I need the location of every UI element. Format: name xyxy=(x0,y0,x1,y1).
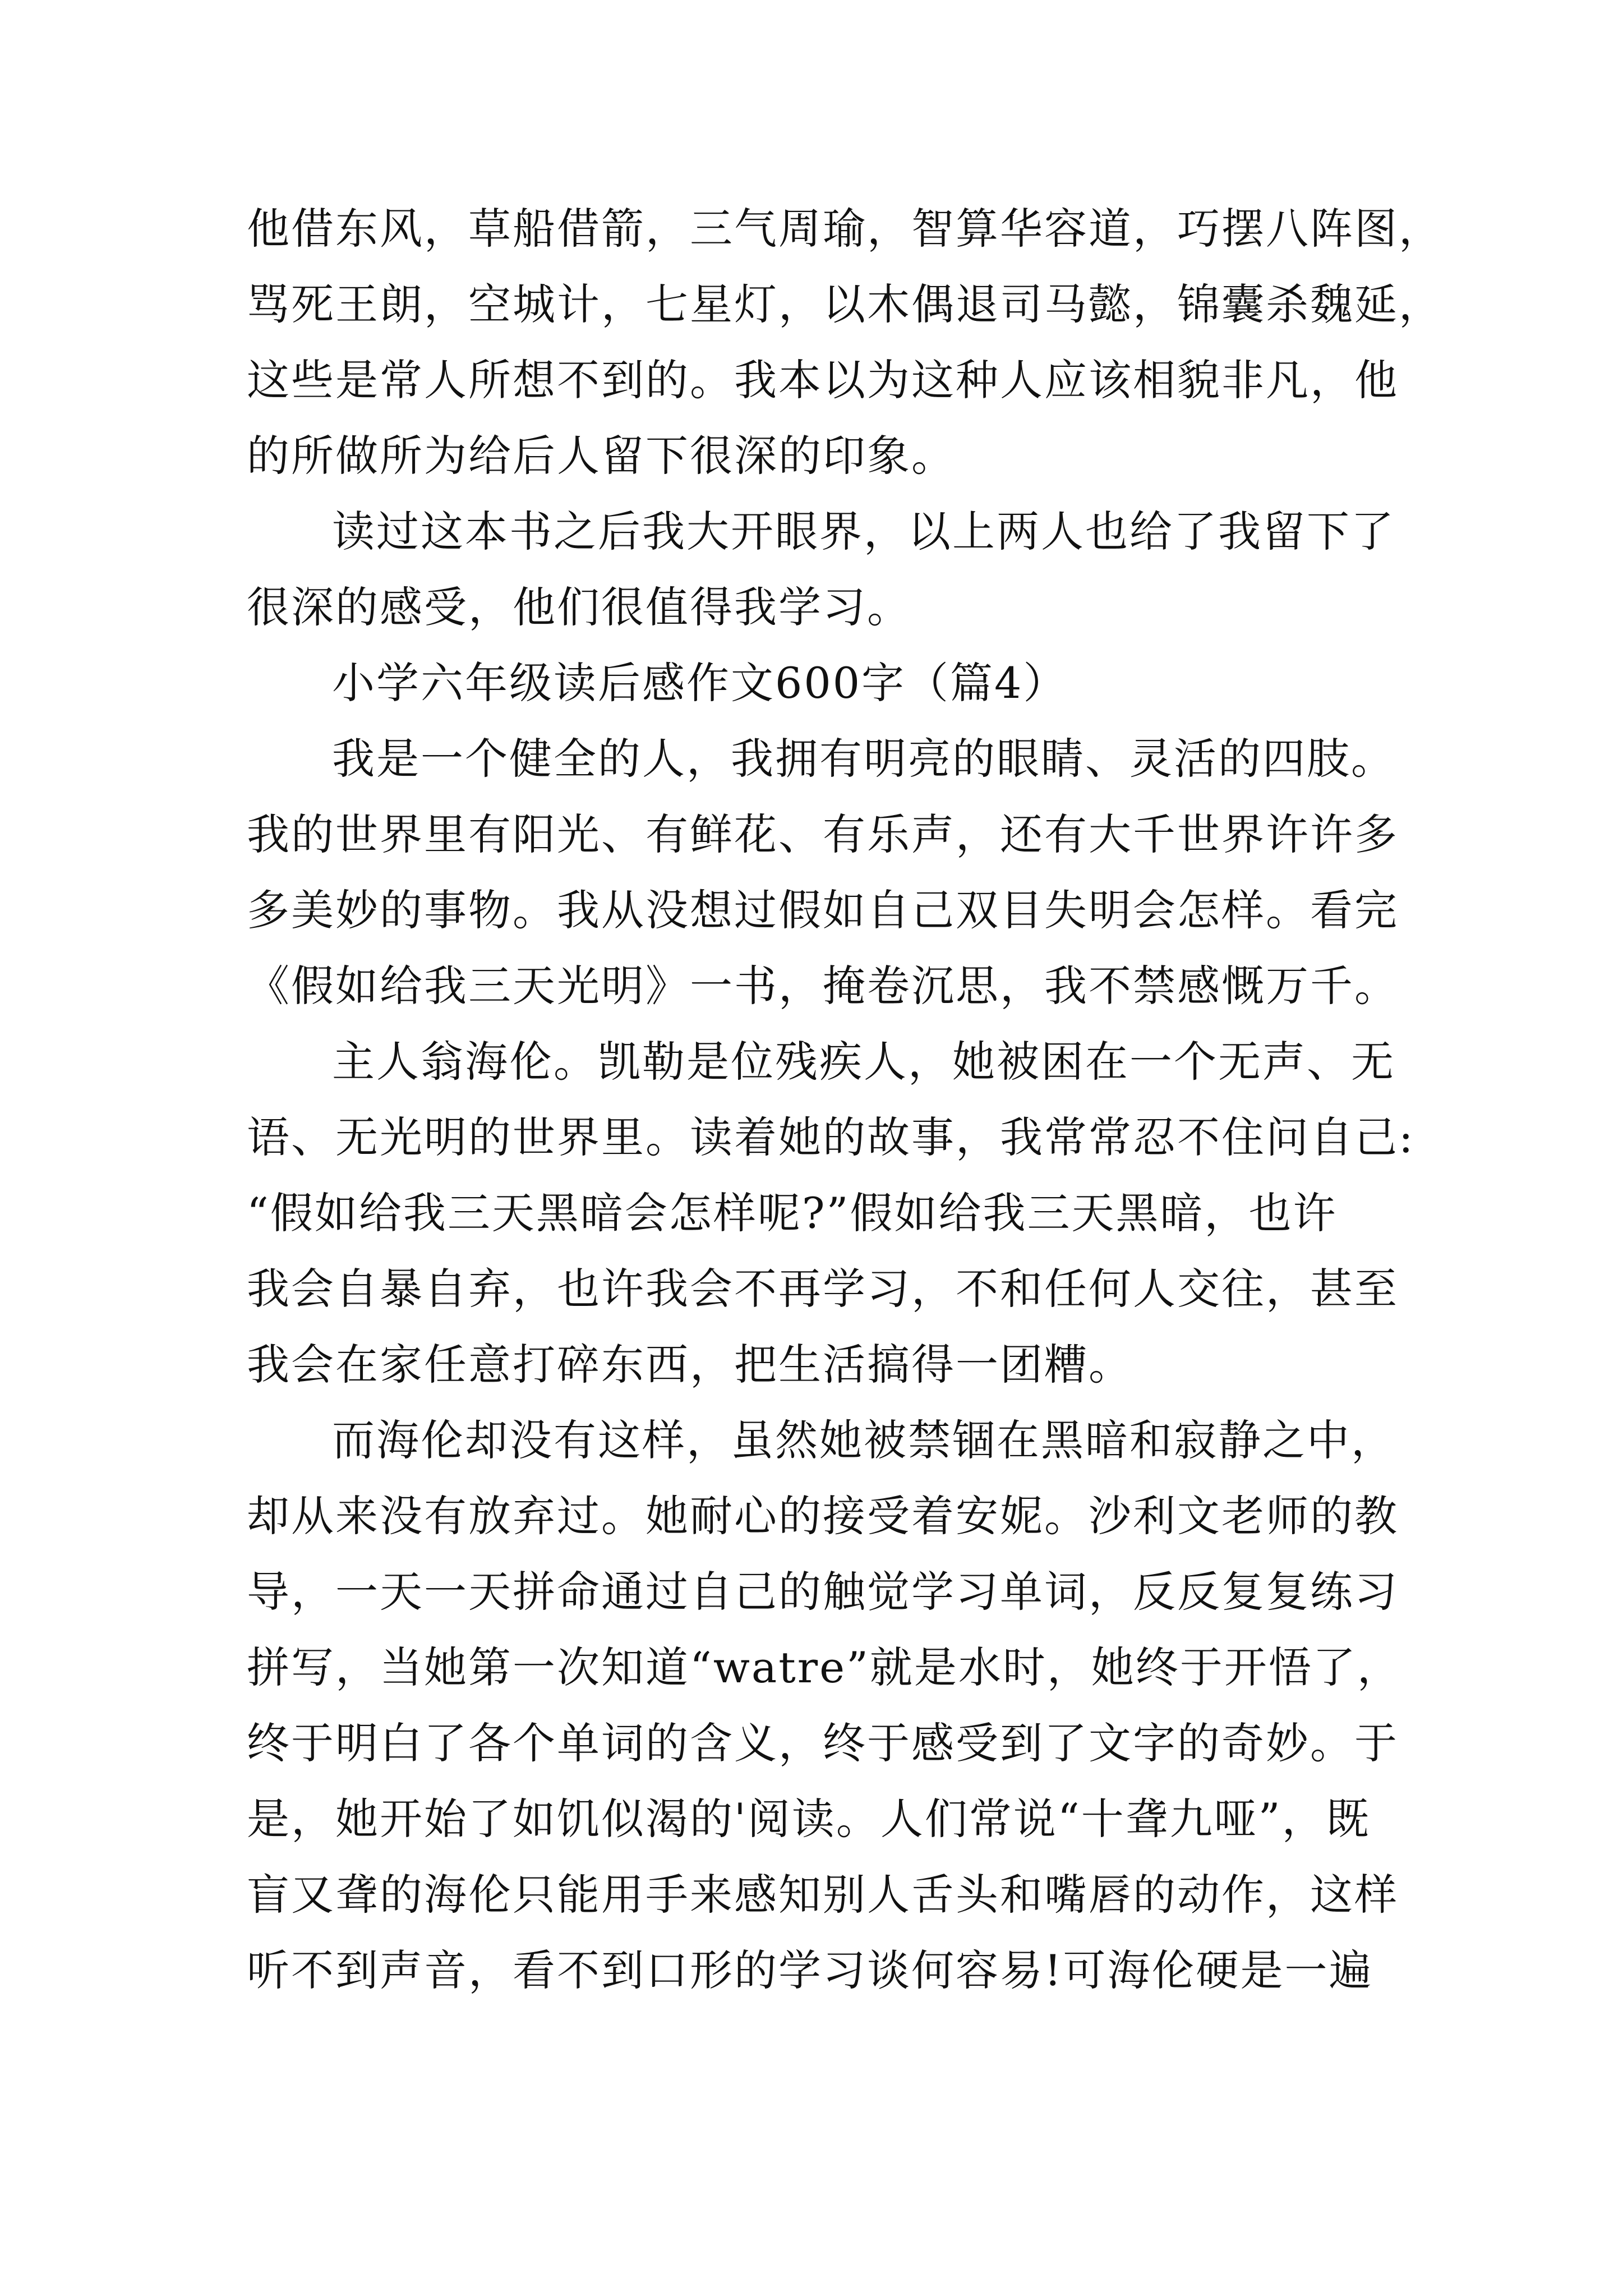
paragraph-helen-intro xyxy=(247,1024,1415,1402)
text-line: 《假如给我三天光明》一书，掩卷沉思，我不禁感慨万千。 xyxy=(247,961,1399,1011)
text-line: 的所做所为给后人留下很深的印象。 xyxy=(247,431,956,481)
text-line: 我会自暴自弃，也许我会不再学习，不和任何人交往，甚至 xyxy=(247,1264,1399,1314)
text-line: 他借东风，草船借箭，三气周瑜，智算华容道，巧摆八阵图， xyxy=(247,204,1443,254)
text-line: 是，她开始了如饥似渴的'阅读。人们常说“十聋九哑”，既 xyxy=(247,1794,1371,1844)
text-line: 却从来没有放弃过。她耐心的接受着安妮。沙利文老师的教 xyxy=(247,1491,1399,1541)
text-line: 拼写，当她第一次知道“watre”就是水时，她终于开悟了， xyxy=(247,1642,1401,1692)
text-line: 终于明白了各个单词的含义，终于感受到了文字的奇妙。于 xyxy=(247,1718,1399,1768)
text-line: “假如给我三天黑暗会怎样呢?”假如给我三天黑暗，也许 xyxy=(247,1188,1338,1238)
text-line: 读过这本书之后我大开眼界，以上两人也给了我留下了 xyxy=(332,507,1395,556)
text-line: 而海伦却没有这样，虽然她被禁锢在黑暗和寂静之中， xyxy=(332,1415,1395,1465)
document-body xyxy=(247,191,1443,2008)
paragraph-intro xyxy=(247,721,1399,1024)
text-line: 听不到声音，看不到口形的学习谈何容易!可海伦硬是一遍 xyxy=(247,1945,1373,1995)
text-line: 骂死王朗，空城计，七星灯，以木偶退司马懿，锦囊杀魏延， xyxy=(247,279,1443,329)
text-line: 这些是常人所想不到的。我本以为这种人应该相貌非凡，他 xyxy=(247,355,1399,405)
text-line: 我是一个健全的人，我拥有明亮的眼睛、灵活的四肢。 xyxy=(332,734,1395,784)
text-line: 语、无光明的世界里。读着她的故事，我常常忍不住问自己: xyxy=(247,1112,1415,1162)
paragraph-zhuge-deeds xyxy=(247,191,1443,494)
text-line: 导，一天一天拼命通过自己的触觉学习单词，反反复复练习 xyxy=(247,1567,1399,1617)
paragraph-helen-effort xyxy=(247,1402,1401,2008)
text-line: 盲又聋的海伦只能用手来感知别人舌头和嘴唇的动作，这样 xyxy=(247,1870,1399,1920)
text-line: 主人翁海伦。凯勒是位残疾人，她被困在一个无声、无 xyxy=(332,1037,1395,1087)
text-line: 我的世界里有阳光、有鲜花、有乐声，还有大千世界许许多 xyxy=(247,809,1399,859)
paragraph-conclusion xyxy=(247,494,1395,645)
text-line: 我会在家任意打碎东西，把生活搞得一团糟。 xyxy=(247,1340,1133,1389)
text-line: 很深的感受，他们很值得我学习。 xyxy=(247,582,911,632)
section-title-text: 小学六年级读后感作文600字（篇4） xyxy=(332,658,1068,708)
text-line: 多美妙的事物。我从没想过假如自己双目失明会怎样。看完 xyxy=(247,885,1399,935)
section-title xyxy=(247,645,1385,721)
